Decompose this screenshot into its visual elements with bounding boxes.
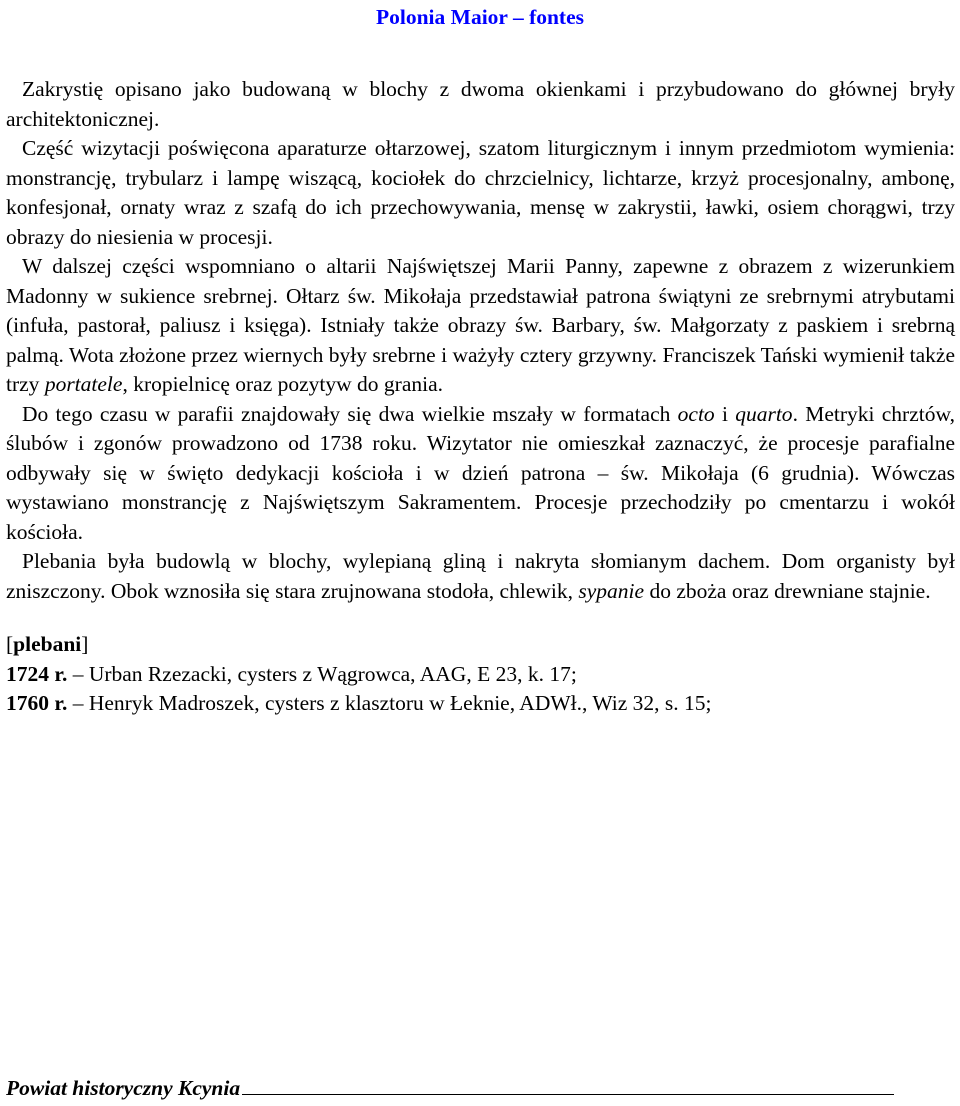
paragraph-text: i (714, 401, 736, 426)
entry-text: – Urban Rzezacki, cysters z Wągrowca, AAG, E 23, k. 17; (67, 661, 577, 686)
paragraph-text: . Metryki chrztów, ślubów i zgonów prowadzono od 1738 roku. Wizytator nie omieszkał zaznaczyć, że procesje parafialne odbywały się w święto dedykacji kościoła i w dzień patrona – św. Mikołaja (6 grudnia). Wówczas wystawiano monstrancję z Najświętszym Sakramentem. Procesje przechodziły po cmentarzu i wokół kościoła. (6, 401, 955, 544)
paragraph-missals (6, 400, 955, 548)
footer-rule (242, 1074, 894, 1095)
italic-term: sypanie (578, 578, 645, 603)
plebani-entry (6, 660, 955, 690)
page-header (0, 3, 960, 32)
paragraph-text: Plebania była budowlą w blochy, wylepianą gliną i nakryta słomianym dachem. Dom organisty był zniszczony. Obok wznosiła się stara zrujnowana stodoła, chlewik, (6, 549, 955, 603)
paragraph-text: Do tego czasu w parafii znajdowały się dwa wielkie mszały w formatach (22, 401, 678, 426)
bracket-close: ] (81, 632, 89, 656)
header-title: Polonia Maior – fontes (375, 5, 585, 29)
footer-label: Powiat historyczny Kcynia (6, 1076, 241, 1100)
section-heading-plebani (6, 630, 955, 660)
section-label: plebani (13, 632, 82, 656)
plebani-entry (6, 689, 955, 719)
entry-year: 1760 r. (6, 691, 68, 715)
italic-term: portatele (44, 372, 123, 396)
italic-term: octo (677, 401, 715, 426)
paragraph-altaria (6, 252, 955, 400)
paragraph-text: do zboża oraz drewniane stajnie. (644, 578, 931, 603)
bracket-open: [ (6, 632, 14, 656)
paragraph-sacristy (6, 75, 955, 134)
paragraph-rectory (6, 547, 955, 606)
paragraph-altar-equipment (6, 134, 955, 252)
page-footer (6, 1074, 894, 1103)
italic-term: quarto (735, 401, 793, 426)
document-body (6, 75, 955, 719)
entry-year: 1724 r. (6, 661, 68, 686)
paragraph-text: W dalszej części wspomniano o altarii Najświętszej Marii Panny, zapewne z obrazem z wizerunkiem Madonny w sukience srebrnej. Ołtarz św. Mikołaja przedstawiał patrona świątyni ze srebrnymi atrybutami (infuła, pastorał, paliusz i księga). Istniały także obrazy św. Barbary, św. Małgorzaty z paskiem i srebrną palmą. Wota złożone przez wiernych były srebrne i ważyły cztery grzywny. Franciszek Tański wymienił także trzy (6, 254, 955, 396)
paragraph-text: , kropielnicę oraz pozytyw do grania. (122, 372, 444, 396)
paragraph-text: Zakrystię opisano jako budowaną w blochy z dwoma okienkami i przybudowano do głównej bryły architektonicznej. (6, 77, 955, 131)
paragraph-text: Część wizytacji poświęcona aparaturze ołtarzowej, szatom liturgicznym i innym przedmiotom wymienia: monstrancję, trybularz i lampę wiszącą, kociołek do chrzcielnicy, lichtarze, krzyż procesjonalny, ambonę, konfesjonał, ornaty wraz z szafą do ich przechowywania, mensę w zakrystii, ławki, osiem chorągwi, trzy obrazy do niesienia w procesji. (6, 136, 955, 249)
entry-text: – Henryk Madroszek, cysters z klasztoru w Łeknie, ADWł., Wiz 32, s. 15; (67, 691, 712, 715)
